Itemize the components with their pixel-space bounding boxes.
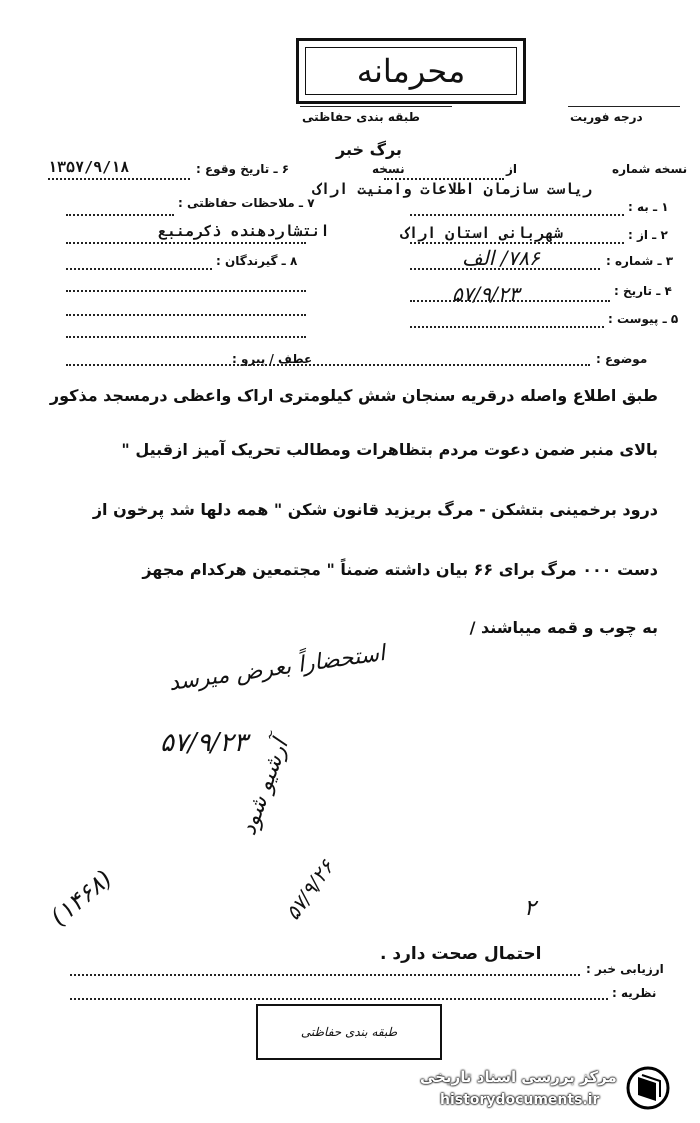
date-value: ۵۷/۹/۲۳	[452, 282, 520, 306]
reference-label: عطف / پیرو :	[232, 352, 313, 366]
evaluation-dots	[70, 974, 580, 976]
urgency-label: درجه فوریت	[570, 110, 643, 124]
bottom-classification-stamp: طبقه بندی حفاظتی	[256, 1004, 442, 1060]
subject-label: موضوع :	[596, 352, 648, 366]
urgency-underline	[568, 106, 680, 107]
from-value: شهربانی استان اراک	[400, 224, 563, 242]
event-date-label: ۶ ـ تاریخ وقوع :	[196, 162, 290, 176]
number-label: ۳ ـ شماره :	[606, 254, 674, 268]
to-value: ریاست سازمان اطلاعات وامنیت اراک	[312, 180, 592, 198]
date-label: ۴ ـ تاریخ :	[614, 284, 672, 298]
security-notes-label: ۷ ـ ملاحظات حفاظتی :	[178, 196, 315, 210]
copy-number-label: نسخه شماره	[612, 162, 688, 176]
body-line-5: به چوب و قمه میباشند /	[469, 618, 658, 637]
classification-stamp-text: محرمانه	[305, 47, 517, 95]
recipients-dots-3	[66, 314, 306, 316]
to-dots	[410, 214, 624, 216]
event-date-dots	[48, 178, 190, 180]
notes-dots-2	[66, 242, 306, 244]
handwritten-note-2: آرشیو شود	[236, 736, 294, 839]
attachment-label: ۵ ـ پیوست :	[608, 312, 679, 326]
evaluation-label: ارزیابی خبر :	[586, 962, 664, 976]
watermark-website: historydocuments.ir	[440, 1092, 600, 1108]
from-dots	[410, 242, 624, 244]
attachment-dots	[410, 326, 604, 328]
security-notes-value: انتشاردهنده ذکرمنبع	[158, 222, 330, 240]
body-line-3: درود برخمینی بتشکن - مرگ بریزید قانون شکن " همه دلها شد پرخون از	[92, 500, 658, 519]
from-label: ۲ ـ از :	[628, 228, 668, 242]
handwritten-note-1: استحضاراً بعرض میرسد	[167, 640, 387, 697]
copy-from-label: از	[506, 162, 518, 176]
recipients-dots-1	[66, 268, 212, 270]
body-line-4: دست ۰۰۰ مرگ برای ۶۶ بیان داشته ضمناً " مجتمعین هرکدام مجهز	[142, 560, 658, 579]
handwritten-note-1-date: ۵۷/۹/۲۳	[160, 728, 248, 758]
event-date-value: ۱۳۵۷/۹/۱۸	[48, 158, 130, 176]
handwritten-side-number: (۱۴۶۸)	[45, 864, 118, 932]
security-classification-label: طبقه بندی حفاظتی	[302, 110, 420, 124]
watermark-logo-icon	[612, 1063, 682, 1113]
handwritten-mark: ۲	[524, 896, 536, 921]
body-line-1: طبق اطلاع واصله درقریه سنجان شش کیلومتری اراک واعظی درمسجد مذکور	[49, 386, 658, 405]
subject-dots	[66, 364, 590, 366]
to-label: ۱ ـ به :	[628, 200, 669, 214]
form-title: برگ خبر	[336, 140, 402, 159]
evaluation-value: احتمال صحت دارد .	[380, 944, 542, 964]
recipients-dots-2	[66, 290, 306, 292]
date-dots	[410, 300, 610, 302]
body-line-2: بالای منبر ضمن دعوت مردم بتظاهرات ومطالب تحریک آمیز ازقبیل "	[121, 440, 658, 459]
recipients-dots-4	[66, 336, 306, 338]
classification-stamp	[296, 38, 526, 104]
copy-label: نسخه	[372, 162, 405, 176]
recipients-label: ۸ ـ گیرندگان :	[216, 254, 298, 268]
watermark-org-name: مرکز بررسی اسناد تاریخی	[420, 1068, 617, 1086]
classification-underline	[300, 106, 452, 107]
number-dots	[410, 268, 600, 270]
notes-dots-1	[66, 214, 174, 216]
handwritten-note-2-date: ۵۷/۹/۲۶	[280, 855, 339, 925]
number-value: ۷۸۶/ الف	[462, 246, 540, 270]
opinion-label: نظریه :	[612, 986, 657, 1000]
opinion-dots	[70, 998, 608, 1000]
